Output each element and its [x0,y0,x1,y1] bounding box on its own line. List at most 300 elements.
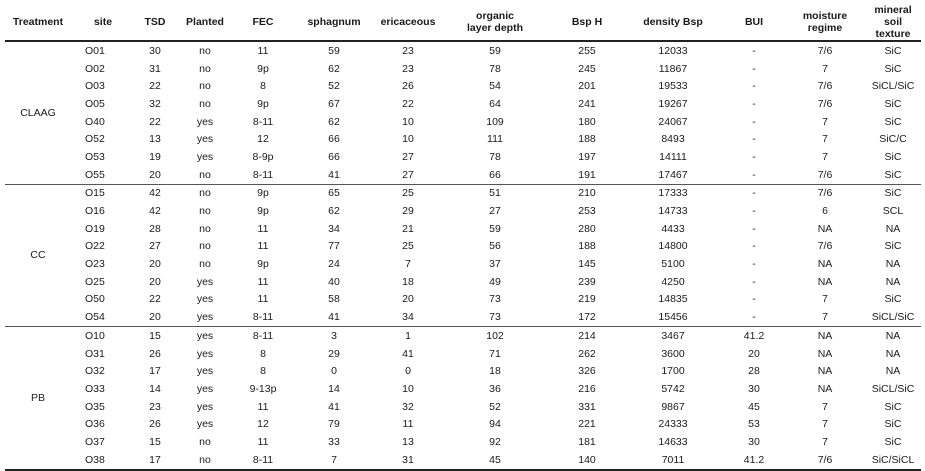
cell-site: O55 [85,168,105,181]
cell-organic-layer-depth: 64 [489,97,501,110]
cell-organic-layer-depth: 59 [489,222,501,235]
cell-tsd: 27 [149,240,161,253]
cell-organic-layer-depth: 109 [486,115,504,128]
cell-fec: 12 [257,418,269,431]
cell-tsd: 42 [149,187,161,200]
table-row [5,238,921,256]
cell-site: O03 [85,80,105,93]
cell-moisture-regime: 7 [822,133,828,146]
cell-fec: 11 [257,240,269,253]
cell-ericaceous: 0 [405,365,411,378]
cell-bui: - [752,293,756,306]
table-row [5,345,921,363]
cell-tsd: 15 [149,435,161,448]
cell-site: O36 [85,418,105,431]
cell-mineral-soil-texture: SiC [884,293,902,306]
cell-bsp-h: 239 [578,275,596,288]
cell-bui: - [752,150,756,163]
cell-tsd: 42 [149,205,161,218]
cell-sphagnum: 66 [328,150,340,163]
cell-organic-layer-depth: 54 [489,80,501,93]
cell-ericaceous: 27 [402,168,414,181]
cell-sphagnum: 52 [328,80,340,93]
cell-bsp-h: 216 [578,382,596,395]
cell-planted: yes [196,365,214,378]
cell-planted: yes [196,400,214,413]
cell-bsp-h: 210 [578,187,596,200]
cell-bui: - [752,115,756,128]
cell-mineral-soil-texture: SCL [882,205,904,218]
header-sphagnum-line: sphagnum [307,16,361,28]
cell-bsp-h: 241 [578,97,596,110]
cell-ericaceous: 34 [402,311,414,324]
cell-bsp-h: 262 [578,347,596,360]
cell-ericaceous: 10 [402,133,414,146]
cell-fec: 8 [260,365,266,378]
header-row [5,4,921,41]
cell-site: O54 [85,311,105,324]
cell-sphagnum: 0 [331,365,337,378]
cell-organic-layer-depth: 18 [489,365,501,378]
cell-bui: 41.2 [743,329,765,342]
cell-fec: 11 [257,44,269,57]
cell-fec: 8-11 [252,311,274,324]
cell-tsd: 26 [149,347,161,360]
header-bui [723,4,785,41]
cell-organic-layer-depth: 45 [489,453,501,466]
cell-moisture-regime: 7 [822,311,828,324]
cell-bsp-h: 331 [578,400,596,413]
cell-planted: no [199,205,211,218]
cell-mineral-soil-texture: NA [885,347,901,360]
cell-moisture-regime: 7 [822,150,828,163]
cell-fec: 11 [257,222,269,235]
cell-sphagnum: 62 [328,205,340,218]
cell-sphagnum: 79 [328,418,340,431]
cell-planted: no [199,62,211,75]
cell-tsd: 22 [149,293,161,306]
cell-mineral-soil-texture: SiCL/SiC [871,311,915,324]
cell-fec: 9p [257,258,269,271]
table-row [5,308,921,326]
header-treatment [5,4,71,41]
cell-bsp-h: 245 [578,62,596,75]
cell-organic-layer-depth: 51 [489,187,501,200]
cell-density-bsp: 8493 [661,133,685,146]
cell-moisture-regime: 6 [822,205,828,218]
cell-sphagnum: 41 [328,311,340,324]
cell-tsd: 32 [149,97,161,110]
cell-planted: yes [196,311,214,324]
cell-fec: 8-11 [252,115,274,128]
cell-bsp-h: 145 [578,258,596,271]
cell-tsd: 28 [149,222,161,235]
cell-organic-layer-depth: 59 [489,44,501,57]
cell-sphagnum: 65 [328,187,340,200]
cell-tsd: 22 [149,80,161,93]
cell-sphagnum: 29 [328,347,340,360]
cell-mineral-soil-texture: SiC [884,44,902,57]
header-bsp-h-line: Bsp H [571,16,603,28]
cell-tsd: 13 [149,133,161,146]
cell-moisture-regime: 7 [822,115,828,128]
cell-sphagnum: 24 [328,258,340,271]
cell-site: O05 [85,97,105,110]
cell-bsp-h: 181 [578,435,596,448]
cell-moisture-regime: NA [817,347,833,360]
cell-sphagnum: 40 [328,275,340,288]
header-planted-line: Planted [186,16,224,28]
cell-bui: - [752,44,756,57]
cell-planted: yes [196,418,214,431]
cell-ericaceous: 10 [402,115,414,128]
header-site-line: site [93,16,113,28]
cell-bui: - [752,205,756,218]
cell-mineral-soil-texture: SiCL/SiC [871,80,915,93]
cell-ericaceous: 22 [402,97,414,110]
cell-bui: 30 [748,382,760,395]
cell-ericaceous: 21 [402,222,414,235]
cell-bui: - [752,133,756,146]
cell-planted: no [199,80,211,93]
header-moisture-regime-line: moisture [802,10,848,22]
cell-planted: no [199,435,211,448]
cell-fec: 11 [257,400,269,413]
cell-tsd: 17 [149,453,161,466]
table-row [5,148,921,166]
cell-organic-layer-depth: 36 [489,382,501,395]
cell-mineral-soil-texture: NA [885,222,901,235]
cell-bui: - [752,187,756,200]
cell-ericaceous: 1 [405,329,411,342]
cell-moisture-regime: 7 [822,62,828,75]
cell-ericaceous: 27 [402,150,414,163]
cell-organic-layer-depth: 56 [489,240,501,253]
cell-mineral-soil-texture: NA [885,258,901,271]
cell-site: O40 [85,115,105,128]
cell-mineral-soil-texture: SiC [884,62,902,75]
cell-sphagnum: 77 [328,240,340,253]
cell-organic-layer-depth: 66 [489,168,501,181]
cell-sphagnum: 3 [331,329,337,342]
header-density-bsp-line: density Bsp [643,16,703,28]
table-row [5,273,921,291]
cell-ericaceous: 25 [402,240,414,253]
cell-bsp-h: 214 [578,329,596,342]
cell-planted: yes [196,293,214,306]
cell-ericaceous: 20 [402,293,414,306]
treatment-group-claag [5,41,921,184]
cell-mineral-soil-texture: SiC [884,97,902,110]
cell-bui: 41.2 [743,453,765,466]
cell-fec: 11 [257,275,269,288]
cell-sphagnum: 67 [328,97,340,110]
cell-mineral-soil-texture: NA [885,275,901,288]
cell-tsd: 20 [149,258,161,271]
cell-site: O01 [85,44,105,57]
cell-moisture-regime: 7/6 [817,187,833,200]
cell-density-bsp: 24333 [658,418,688,431]
cell-ericaceous: 41 [402,347,414,360]
cell-density-bsp: 14835 [658,293,688,306]
cell-planted: no [199,258,211,271]
cell-bui: - [752,258,756,271]
cell-bsp-h: 326 [578,365,596,378]
header-treatment-line: Treatment [12,16,64,28]
table-row [5,380,921,398]
cell-bui: - [752,222,756,235]
cell-site: O32 [85,365,105,378]
header-mineral-soil-texture-line: mineral soil [874,4,912,28]
cell-density-bsp: 5100 [661,258,685,271]
cell-moisture-regime: 7/6 [817,453,833,466]
cell-tsd: 19 [149,150,161,163]
cell-mineral-soil-texture: SiC [884,168,902,181]
cell-mineral-soil-texture: SiC [884,400,902,413]
table-row [5,415,921,433]
cell-fec: 9p [257,205,269,218]
header-ericaceous [377,4,439,41]
cell-sphagnum: 14 [328,382,340,395]
cell-density-bsp: 17467 [658,168,688,181]
cell-bui: 53 [748,418,760,431]
cell-fec: 12 [257,133,269,146]
header-organic-layer-depth-line: organic [476,10,514,22]
cell-bui: - [752,275,756,288]
table-row [5,327,921,345]
header-mineral-soil-texture-line: texture [875,28,911,40]
cell-organic-layer-depth: 92 [489,435,501,448]
table-row [5,220,921,238]
cell-sphagnum: 62 [328,115,340,128]
cell-fec: 8 [260,347,266,360]
cell-bui: 45 [748,400,760,413]
header-mineral-soil-texture [865,4,921,41]
cell-moisture-regime: 7/6 [817,168,833,181]
cell-bsp-h: 188 [578,133,596,146]
cell-organic-layer-depth: 73 [489,311,501,324]
cell-density-bsp: 17333 [658,187,688,200]
cell-fec: 9-13p [249,382,277,395]
cell-tsd: 17 [149,365,161,378]
cell-mineral-soil-texture: SiC [884,115,902,128]
cell-planted: no [199,240,211,253]
cell-moisture-regime: 7/6 [817,97,833,110]
cell-moisture-regime: 7/6 [817,240,833,253]
cell-bui: - [752,240,756,253]
cell-site: O37 [85,435,105,448]
cell-bsp-h: 180 [578,115,596,128]
table-row [5,451,921,470]
cell-bsp-h: 255 [578,44,596,57]
cell-mineral-soil-texture: SiC [884,187,902,200]
cell-ericaceous: 7 [405,258,411,271]
cell-organic-layer-depth: 49 [489,275,501,288]
cell-tsd: 20 [149,275,161,288]
cell-fec: 8-11 [252,329,274,342]
cell-density-bsp: 15456 [658,311,688,324]
treatment-label: CC [30,249,46,262]
table-row [5,166,921,184]
cell-tsd: 22 [149,115,161,128]
cell-bui: 28 [748,365,760,378]
header-site [71,4,135,41]
header-organic-layer-depth-line: layer depth [466,22,524,34]
cell-density-bsp: 14733 [658,205,688,218]
cell-bui: - [752,311,756,324]
cell-bsp-h: 201 [578,80,596,93]
cell-moisture-regime: NA [817,382,833,395]
cell-organic-layer-depth: 71 [489,347,501,360]
cell-bui: - [752,97,756,110]
cell-organic-layer-depth: 111 [487,133,503,146]
cell-moisture-regime: NA [817,365,833,378]
treatment-label: CLAAG [20,106,56,119]
cell-planted: no [199,453,211,466]
treatment-group-pb [5,327,921,470]
cell-fec: 9p [257,97,269,110]
header-organic-layer-depth [439,4,551,41]
table-row [5,398,921,416]
cell-ericaceous: 18 [402,275,414,288]
cell-site: O23 [85,258,105,271]
header-density-bsp [623,4,723,41]
header-ericaceous-line: ericaceous [380,16,436,28]
cell-density-bsp: 4433 [661,222,685,235]
cell-density-bsp: 1700 [661,365,685,378]
cell-moisture-regime: 7 [822,293,828,306]
cell-sphagnum: 62 [328,62,340,75]
cell-site: O02 [85,62,105,75]
cell-mineral-soil-texture: SiC [884,240,902,253]
cell-density-bsp: 4250 [661,275,685,288]
cell-moisture-regime: 7/6 [817,80,833,93]
cell-planted: no [199,168,211,181]
cell-planted: no [199,44,211,57]
table-row [5,202,921,220]
cell-mineral-soil-texture: NA [885,365,901,378]
cell-tsd: 20 [149,311,161,324]
cell-moisture-regime: NA [817,222,833,235]
table-row [5,130,921,148]
cell-site: O31 [85,347,105,360]
cell-density-bsp: 24067 [658,115,688,128]
header-tsd [135,4,175,41]
cell-tsd: 23 [149,400,161,413]
cell-site: O53 [85,150,105,163]
cell-sphagnum: 7 [331,453,337,466]
table-row [5,291,921,309]
cell-fec: 8-9p [252,150,274,163]
cell-density-bsp: 11867 [658,62,688,75]
cell-site: O33 [85,382,105,395]
header-fec [235,4,291,41]
cell-ericaceous: 29 [402,205,414,218]
cell-tsd: 14 [149,382,161,395]
cell-organic-layer-depth: 27 [489,205,501,218]
header-moisture-regime [785,4,865,41]
cell-site: O22 [85,240,105,253]
cell-organic-layer-depth: 102 [486,329,504,342]
cell-site: O19 [85,222,105,235]
table-row [5,362,921,380]
cell-density-bsp: 5742 [661,382,685,395]
cell-ericaceous: 23 [402,44,414,57]
header-tsd-line: TSD [144,16,166,28]
cell-site: O35 [85,400,105,413]
cell-bsp-h: 188 [578,240,596,253]
cell-mineral-soil-texture: SiC/C [879,133,907,146]
cell-organic-layer-depth: 52 [489,400,501,413]
cell-site: O10 [85,329,105,342]
cell-fec: 8-11 [252,168,274,181]
cell-ericaceous: 10 [402,382,414,395]
cell-sphagnum: 33 [328,435,340,448]
cell-ericaceous: 23 [402,62,414,75]
cell-fec: 11 [257,293,269,306]
cell-moisture-regime: 7 [822,400,828,413]
cell-site: O15 [85,187,105,200]
cell-sphagnum: 58 [328,293,340,306]
cell-ericaceous: 32 [402,400,414,413]
cell-site: O52 [85,133,105,146]
cell-density-bsp: 19533 [658,80,688,93]
table-row [5,41,921,60]
table-row [5,184,921,202]
cell-sphagnum: 41 [328,168,340,181]
cell-ericaceous: 11 [402,418,414,431]
cell-density-bsp: 19267 [658,97,688,110]
cell-planted: no [199,222,211,235]
cell-organic-layer-depth: 37 [489,258,501,271]
cell-moisture-regime: NA [817,258,833,271]
cell-moisture-regime: NA [817,275,833,288]
cell-planted: yes [196,150,214,163]
table-row [5,77,921,95]
cell-moisture-regime: NA [817,329,833,342]
cell-fec: 9p [257,187,269,200]
cell-planted: yes [196,382,214,395]
cell-organic-layer-depth: 94 [489,418,501,431]
data-table [5,4,921,471]
cell-fec: 9p [257,62,269,75]
treatment-group-cc [5,184,921,327]
table-row [5,255,921,273]
cell-planted: yes [196,329,214,342]
cell-bui: - [752,168,756,181]
cell-bui: 20 [748,347,760,360]
treatment-label: PB [30,391,45,404]
cell-planted: yes [196,115,214,128]
cell-density-bsp: 7011 [661,453,685,466]
header-bsp-h [551,4,623,41]
cell-moisture-regime: 7 [822,418,828,431]
table-row [5,95,921,113]
cell-tsd: 15 [149,329,161,342]
cell-bui: 30 [748,435,760,448]
cell-bsp-h: 253 [578,205,596,218]
cell-bsp-h: 280 [578,222,596,235]
header-sphagnum [291,4,377,41]
cell-mineral-soil-texture: SiC [884,150,902,163]
cell-site: O25 [85,275,105,288]
cell-organic-layer-depth: 78 [489,150,501,163]
cell-mineral-soil-texture: NA [885,329,901,342]
cell-bsp-h: 197 [578,150,596,163]
cell-ericaceous: 26 [402,80,414,93]
cell-fec: 8-11 [252,453,274,466]
cell-bui: - [752,80,756,93]
